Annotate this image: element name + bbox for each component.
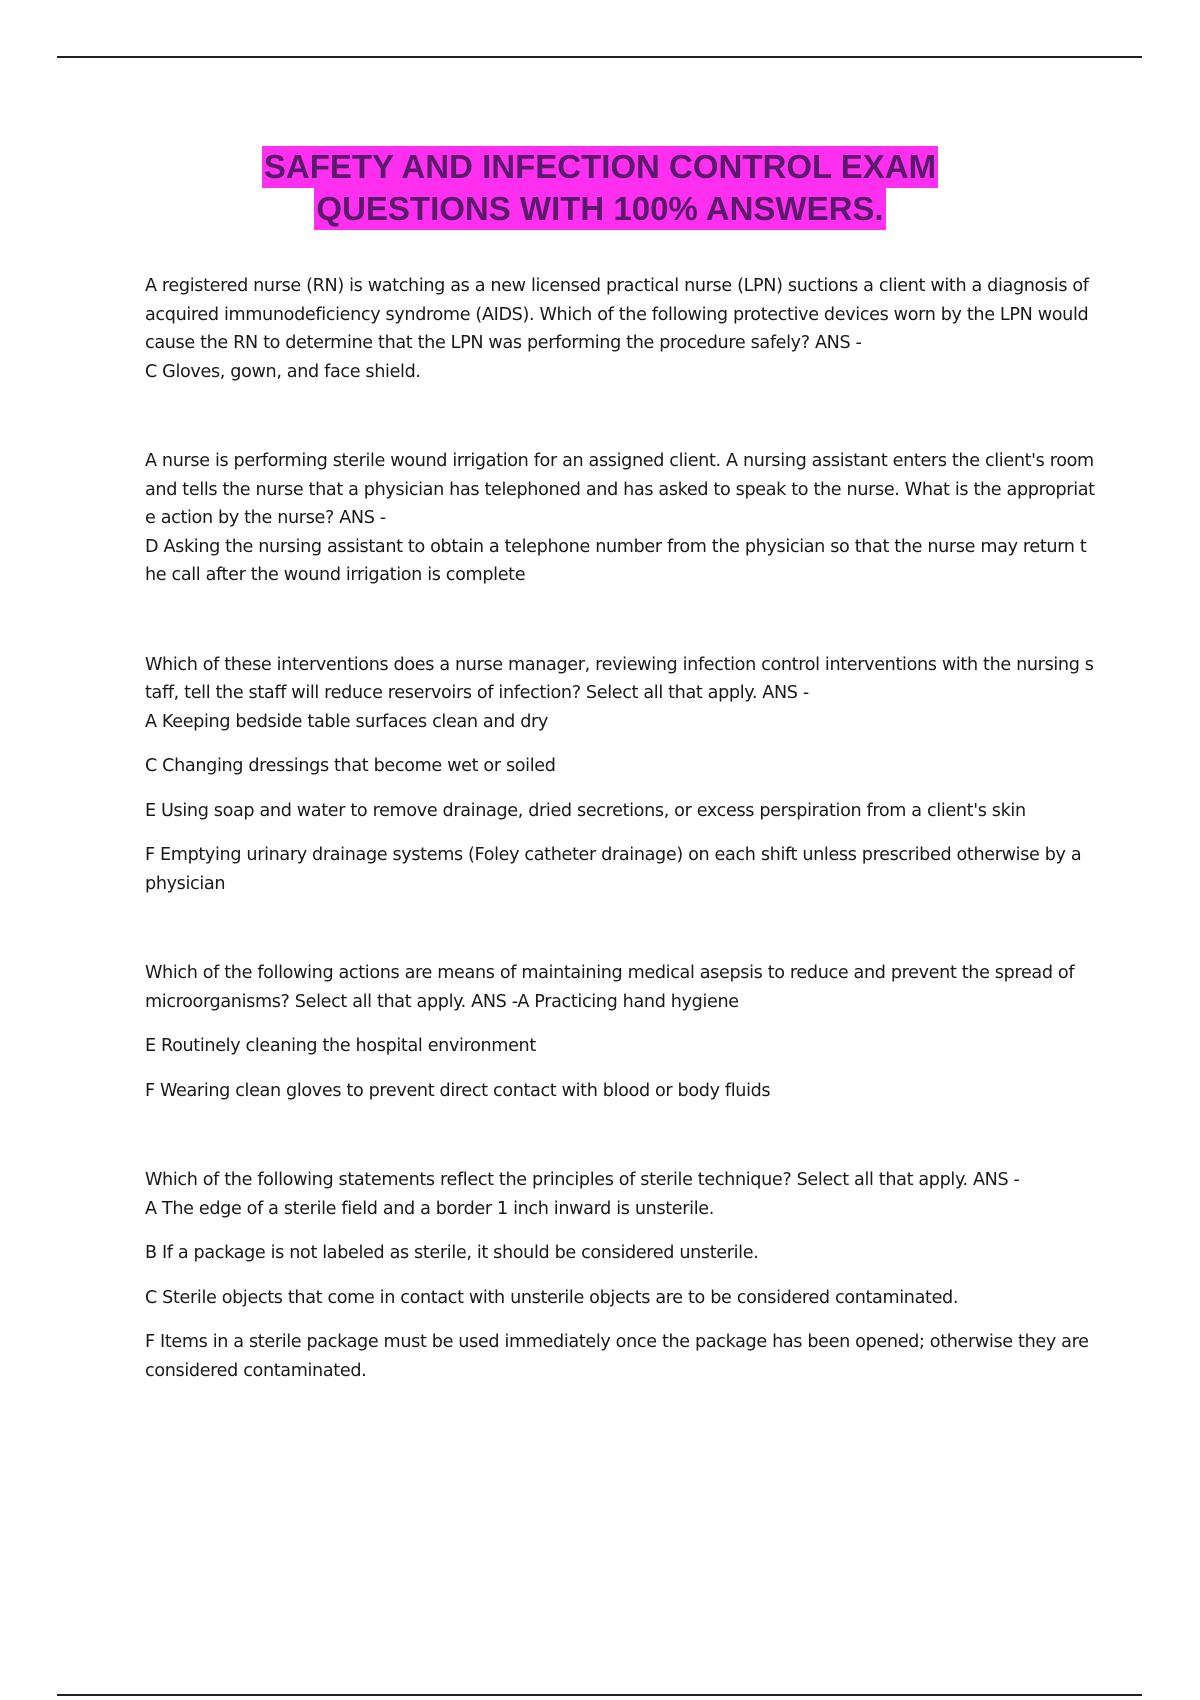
question-text: Which of the following actions are means of maintaining medical asepsis to reduce and prevent the spread of microorganisms? Select all that apply. ANS -A Practicing hand hygiene xyxy=(145,963,1075,1012)
qa-block-4 xyxy=(145,959,1095,1105)
answer-text: B If a package is not labeled as sterile, it should be considered unsterile. xyxy=(145,1243,759,1263)
top-rule xyxy=(57,56,1142,58)
question-text: A registered nurse (RN) is watching as a new licensed practical nurse (LPN) suctions a client with a diagnosis of acquired immunodeficiency syndrome (AIDS). Which of the following protective devices worn by the LPN would cause the RN to determine that the LPN was performing the procedure safely? ANS - xyxy=(145,276,1089,353)
qa-block-5 xyxy=(145,1166,1095,1385)
bottom-rule xyxy=(57,1694,1142,1696)
qa-block-2 xyxy=(145,447,1095,590)
answer-text: E Routinely cleaning the hospital environment xyxy=(145,1036,536,1056)
answer-text: F Items in a sterile package must be used immediately once the package has been opened; otherwise they are considered contaminated. xyxy=(145,1332,1089,1381)
answer-text: A Keeping bedside table surfaces clean and dry xyxy=(145,711,548,732)
answer-text: C Gloves, gown, and face shield. xyxy=(145,361,421,382)
answer-text: E Using soap and water to remove drainage, dried secretions, or excess perspiration from a client's skin xyxy=(145,800,1026,821)
qa-block-3 xyxy=(145,651,1095,899)
answer-text: F Wearing clean gloves to prevent direct contact with blood or body fluids xyxy=(145,1080,771,1101)
question-text: Which of the following statements reflect the principles of sterile technique? Select all that apply. ANS - xyxy=(145,1170,1020,1190)
answer-text: F Emptying urinary drainage systems (Foley catheter drainage) on each shift unless prescribed otherwise by a physician xyxy=(145,845,1082,894)
qa-content xyxy=(145,272,1095,1385)
qa-block-1 xyxy=(145,272,1095,386)
title-line-1: SAFETY AND INFECTION CONTROL EXAM xyxy=(262,146,938,188)
answer-text: A The edge of a sterile field and a border 1 inch inward is unsterile. xyxy=(145,1198,714,1219)
question-text: A nurse is performing sterile wound irrigation for an assigned client. A nursing assistant enters the client's room and tells the nurse that a physician has telephoned and has asked to speak to the nurse. What is the appropriate action by the nurse? ANS - xyxy=(145,451,1095,528)
title-line-2: QUESTIONS WITH 100% ANSWERS. xyxy=(314,188,885,230)
question-text: Which of these interventions does a nurse manager, reviewing infection control interventions with the nursing staff, tell the staff will reduce reservoirs of infection? Select all that apply. ANS - xyxy=(145,654,1094,703)
document-title xyxy=(0,146,1200,230)
answer-text: D Asking the nursing assistant to obtain a telephone number from the physician so that the nurse may return the call after the wound irrigation is complete xyxy=(145,536,1087,585)
answer-text: C Sterile objects that come in contact with unsterile objects are to be considered contaminated. xyxy=(145,1287,959,1308)
answer-text: C Changing dressings that become wet or soiled xyxy=(145,756,556,776)
